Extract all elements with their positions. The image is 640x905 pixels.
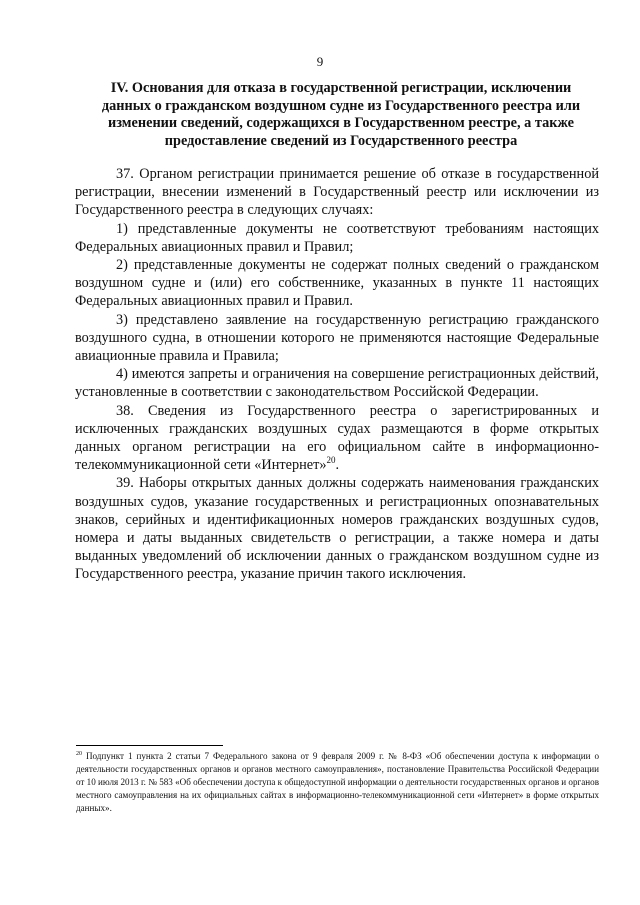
document-body <box>75 165 599 584</box>
footnote <box>76 750 599 815</box>
list-item-37-3: 3) представлено заявление на государственную регистрацию гражданского воздушного судна, в отношении которого не применяются настоящие Федеральные авиационные правила и Правила; <box>75 311 599 365</box>
footnote-mark: 20 <box>76 750 82 757</box>
heading-line: IV. Основания для отказа в государственной регистрации, исключении <box>110 80 572 96</box>
heading-line: предоставление сведений из Государственного реестра <box>164 132 518 149</box>
paragraph-38-end: . <box>335 457 340 474</box>
list-item-37-2: 2) представленные документы не содержат полных сведений о гражданском воздушном судне и (или) его собственнике, указанных в пункте 11 настоящих Федеральных авиационных правил и Правил. <box>75 257 599 310</box>
section-heading <box>74 80 608 150</box>
footnote-reference[interactable]: 20 <box>326 455 336 466</box>
footnote-text: Подпункт 1 пункта 2 статьи 7 Федерального закона от 9 февраля 2009 г. № 8-ФЗ «Об обеспечении доступа к информации о деятельности государственных органов и органов местного самоуправления», постановление Правительства Российской Федерации от 10 июля 2013 г. № 583 «Об обеспечении доступа к общедоступной информации о деятельности государственных органов и органов местного самоуправления на их официальных сайтах в информационно-телекоммуникационной сети «Интернет» в форме открытых данных». <box>76 751 599 813</box>
page-number: 9 <box>316 54 324 69</box>
paragraph-37: 37. Органом регистрации принимается решение об отказе в государственной регистрации, внесении изменений в Государственный реестр или исключении из Государственного реестра в следующих случаях: <box>75 166 599 219</box>
heading-line: данных о гражданском воздушном судне из Государственного реестра или <box>101 97 581 114</box>
paragraph-38 <box>75 402 599 475</box>
heading-line: изменении сведений, содержащихся в Государственном реестре, а также <box>108 115 574 131</box>
paragraph-38-text: 38. Сведения из Государственного реестра о зарегистрированных и исключенных гражданских воздушных судах размещаются в форме открытых данных органом регистрации на его официальном сайте в информационно-телекоммуникационной сети «Интернет» <box>75 402 599 474</box>
list-item-37-1: 1) представленные документы не соответствуют требованиям настоящих Федеральных авиационных правил и Правил; <box>75 220 599 255</box>
paragraph-39: 39. Наборы открытых данных должны содержать наименования гражданских воздушных судов, указание государственных и регистрационных опознавательных знаков, серийных и идентификационных номеров гражданских воздушных судов, номера и даты выданных свидетельств о регистрации, а также номера и даты выданных уведомлений об исключении данных о гражданском воздушном судне из Государственного реестра, указание причин такого исключения. <box>75 475 599 583</box>
list-item-37-4: 4) имеются запреты и ограничения на совершение регистрационных действий, установленные в соответствии с законодательством Российской Федерации. <box>75 366 599 401</box>
footnote-divider <box>76 745 223 746</box>
